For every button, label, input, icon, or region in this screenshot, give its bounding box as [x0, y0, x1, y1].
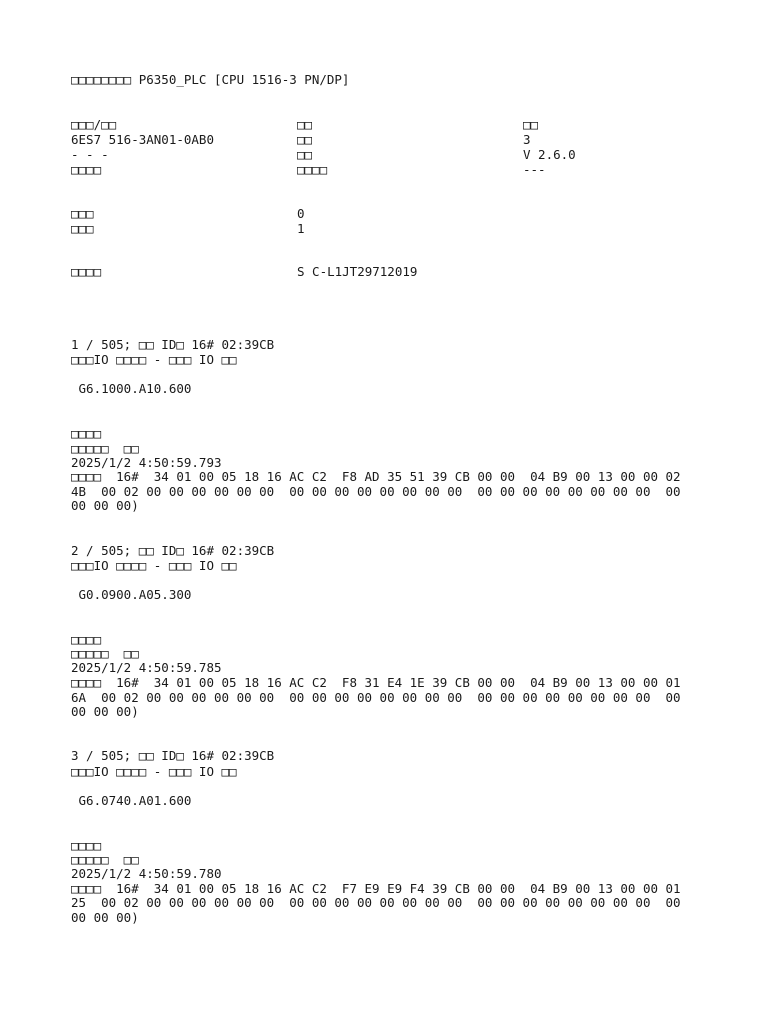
device-cell-r1c2: □□ — [297, 117, 313, 132]
entry-time-label: □□□□□ □□ — [71, 646, 139, 661]
entry-address: G6.1000.A10.600 — [71, 381, 192, 396]
slot-value: 1 — [297, 221, 305, 236]
device-cell-r4c2: □□□□ — [297, 162, 328, 177]
device-cell-r2c2: □□ — [297, 132, 313, 147]
entry-address: G6.0740.A01.600 — [71, 793, 192, 808]
entry-data-line: 00 00 00) — [71, 910, 139, 925]
entry-data-line: 6A 00 02 00 00 00 00 00 00 00 00 00 00 00 00 00 00 00 00 00 00 00 00 00 00 00 — [71, 690, 681, 705]
entry-type: □□□IO □□□□ - □□□ IO □□ — [71, 558, 237, 573]
device-cell-r4c1: □□□□ — [71, 162, 102, 177]
entry-type: □□□IO □□□□ - □□□ IO □□ — [71, 352, 237, 367]
firmware-version: V 2.6.0 — [523, 147, 576, 162]
entry-header: 2 / 505; □□ ID□ 16# 02:39CB — [71, 543, 275, 558]
entry-type: □□□IO □□□□ - □□□ IO □□ — [71, 764, 237, 779]
device-cell-r1c1: □□□/□□ — [71, 117, 117, 132]
rack-label: □□□ — [71, 206, 94, 221]
entry-data-line: □□□□ 16# 34 01 00 05 18 16 AC C2 F7 E9 E9 F4 39 CB 00 00 04 B9 00 13 00 00 01 — [71, 881, 681, 896]
entry-header: 1 / 505; □□ ID□ 16# 02:39CB — [71, 337, 275, 352]
entry-data-line: □□□□ 16# 34 01 00 05 18 16 AC C2 F8 31 E4 1E 39 CB 00 00 04 B9 00 13 00 00 01 — [71, 675, 681, 690]
entry-header: 3 / 505; □□ ID□ 16# 02:39CB — [71, 748, 275, 763]
entry-data-line: 25 00 02 00 00 00 00 00 00 00 00 00 00 00 00 00 00 00 00 00 00 00 00 00 00 00 — [71, 895, 681, 910]
entry-status: □□□□ — [71, 426, 102, 441]
entry-status: □□□□ — [71, 632, 102, 647]
entry-status: □□□□ — [71, 838, 102, 853]
entry-data-line: 4B 00 02 00 00 00 00 00 00 00 00 00 00 00 00 00 00 00 00 00 00 00 00 00 00 00 — [71, 484, 681, 499]
entry-time-label: □□□□□ □□ — [71, 852, 139, 867]
device-cell-r4c3: --- — [523, 162, 546, 177]
entry-time-label: □□□□□ □□ — [71, 441, 139, 456]
entry-data-line: □□□□ 16# 34 01 00 05 18 16 AC C2 F8 AD 35 51 39 CB 00 00 04 B9 00 13 00 00 02 — [71, 469, 681, 484]
rack-value: 0 — [297, 206, 305, 221]
serial-label: □□□□ — [71, 264, 102, 279]
page-title: □□□□□□□□ P6350_PLC [CPU 1516-3 PN/DP] — [71, 72, 350, 87]
device-cell-r3c1: - - - — [71, 147, 109, 162]
entry-data-line: 00 00 00) — [71, 704, 139, 719]
serial-number: S C-L1JT29712019 — [297, 264, 418, 279]
order-number: 6ES7 516-3AN01-0AB0 — [71, 132, 214, 147]
entry-data-line: 00 00 00) — [71, 498, 139, 513]
entry-timestamp: 2025/1/2 4:50:59.793 — [71, 455, 222, 470]
device-cell-r3c2: □□ — [297, 147, 313, 162]
entry-timestamp: 2025/1/2 4:50:59.785 — [71, 660, 222, 675]
entry-address: G0.0900.A05.300 — [71, 587, 192, 602]
entry-timestamp: 2025/1/2 4:50:59.780 — [71, 866, 222, 881]
hardware-version: 3 — [523, 132, 531, 147]
device-cell-r1c3: □□ — [523, 117, 539, 132]
slot-label: □□□ — [71, 221, 94, 236]
